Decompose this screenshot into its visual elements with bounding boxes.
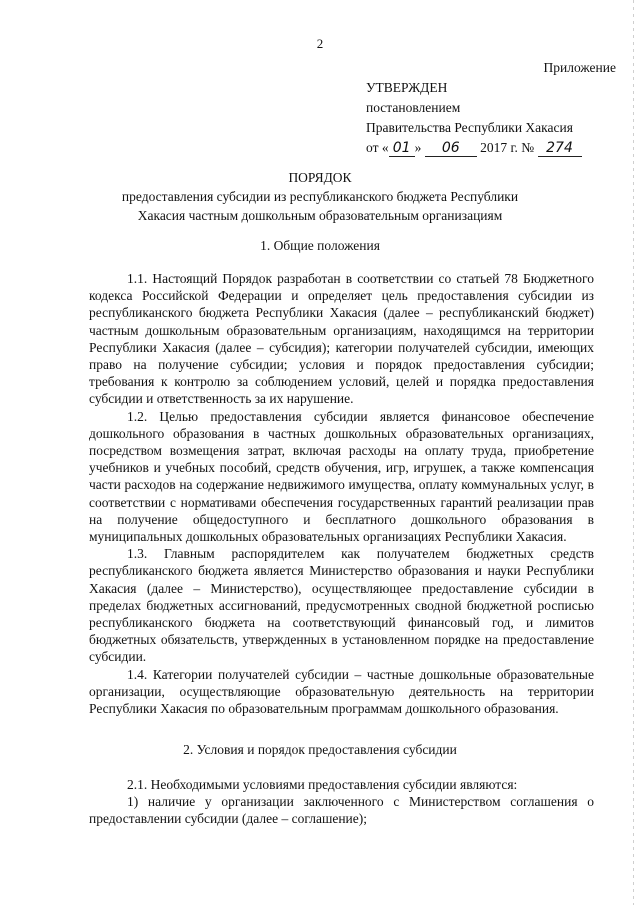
- date-quote: »: [414, 140, 422, 155]
- paragraph-1-4: 1.4. Категории получателей субсидии – частные дошкольные образовательные организации, осуществляющие образовательную деятельность на территории Республики Хакасия по образовательным программам дошкольного образования.: [89, 666, 594, 717]
- paragraph-2-1: 2.1. Необходимыми условиями предоставления субсидии являются:: [127, 777, 518, 792]
- paragraph-2-1-1: 1) наличие у организации заключенного с Министерством соглашения о предоставлении субсидии (далее – соглашение);: [89, 794, 594, 827]
- date-prefix: от «: [366, 140, 389, 155]
- approved-by: постановлением: [366, 100, 461, 115]
- decree-number: 274: [538, 140, 582, 157]
- approval-stamp: [366, 58, 616, 158]
- date-day: 01: [389, 140, 415, 157]
- approving-authority: Правительства Республики Хакасия: [366, 120, 573, 135]
- title-line-2: Хакасия частным дошкольным образовательным организациям: [137, 208, 503, 223]
- paragraph-1-2: 1.2. Целью предоставления субсидии является финансовое обеспечение дошкольного образования в частных дошкольных образовательных организациях, посредством возмещения затрат, включая расходы на оплату труда, приобретение учебников и учебных пособий, средств обучения, игр, игрушек, а также компенсация части расходов на содержание недвижимого имущества, оплату коммунальных услуг, в соответствии с нормативами обеспечения государственных гарантий реализации прав на получение общедоступного и бесплатного дошкольного образования в муниципальных дошкольных образовательных организациях Республики Хакасия.: [89, 408, 594, 545]
- scan-edge: [633, 0, 634, 905]
- document-title: [0, 168, 640, 225]
- section-1-heading: 1. Общие положения: [260, 238, 380, 253]
- appendix-label: Приложение: [543, 60, 616, 75]
- paragraph-1-1: 1.1. Настоящий Порядок разработан в соответствии со статьей 78 Бюджетного кодекса Российской Федерации и определяет цель предоставления субсидии из республиканского бюджета Республики Хакасия (далее – республиканский бюджет) частным дошкольным образовательным организациям, находящимся на территории Республики Хакасия (далее – субсидия); категории получателей субсидии, имеющих право на получение субсидии; условия и порядок предоставления субсидии; требования к контролю за соблюдением условий, целей и порядка предоставления субсидии и ответственность за их нарушение.: [89, 271, 594, 407]
- page-number: 2: [316, 36, 324, 51]
- section-2-heading: 2. Условия и порядок предоставления субсидии: [183, 742, 457, 757]
- date-year: 2017 г. №: [480, 140, 535, 155]
- approved-label: УТВЕРЖДЕН: [366, 80, 448, 95]
- title-heading: ПОРЯДОК: [288, 170, 352, 185]
- section-1-body: [89, 270, 594, 717]
- title-line-1: предоставления субсидии из республиканского бюджета Республики: [121, 189, 519, 204]
- section-2-body: [89, 776, 594, 828]
- approval-date: [366, 138, 616, 158]
- date-month: 06: [425, 140, 477, 157]
- paragraph-1-3: 1.3. Главным распорядителем как получателем бюджетных средств республиканского бюджета является Министерство образования и науки Республики Хакасия (далее – Министерство), осуществляющее предоставление субсидии в пределах бюджетных ассигнований, предусмотренных сводной бюджетной росписью республиканского бюджета на соответствующий финансовый год, и лимитов бюджетных обязательств, утвержденных в установленном порядке на предоставление субсидии.: [89, 546, 594, 665]
